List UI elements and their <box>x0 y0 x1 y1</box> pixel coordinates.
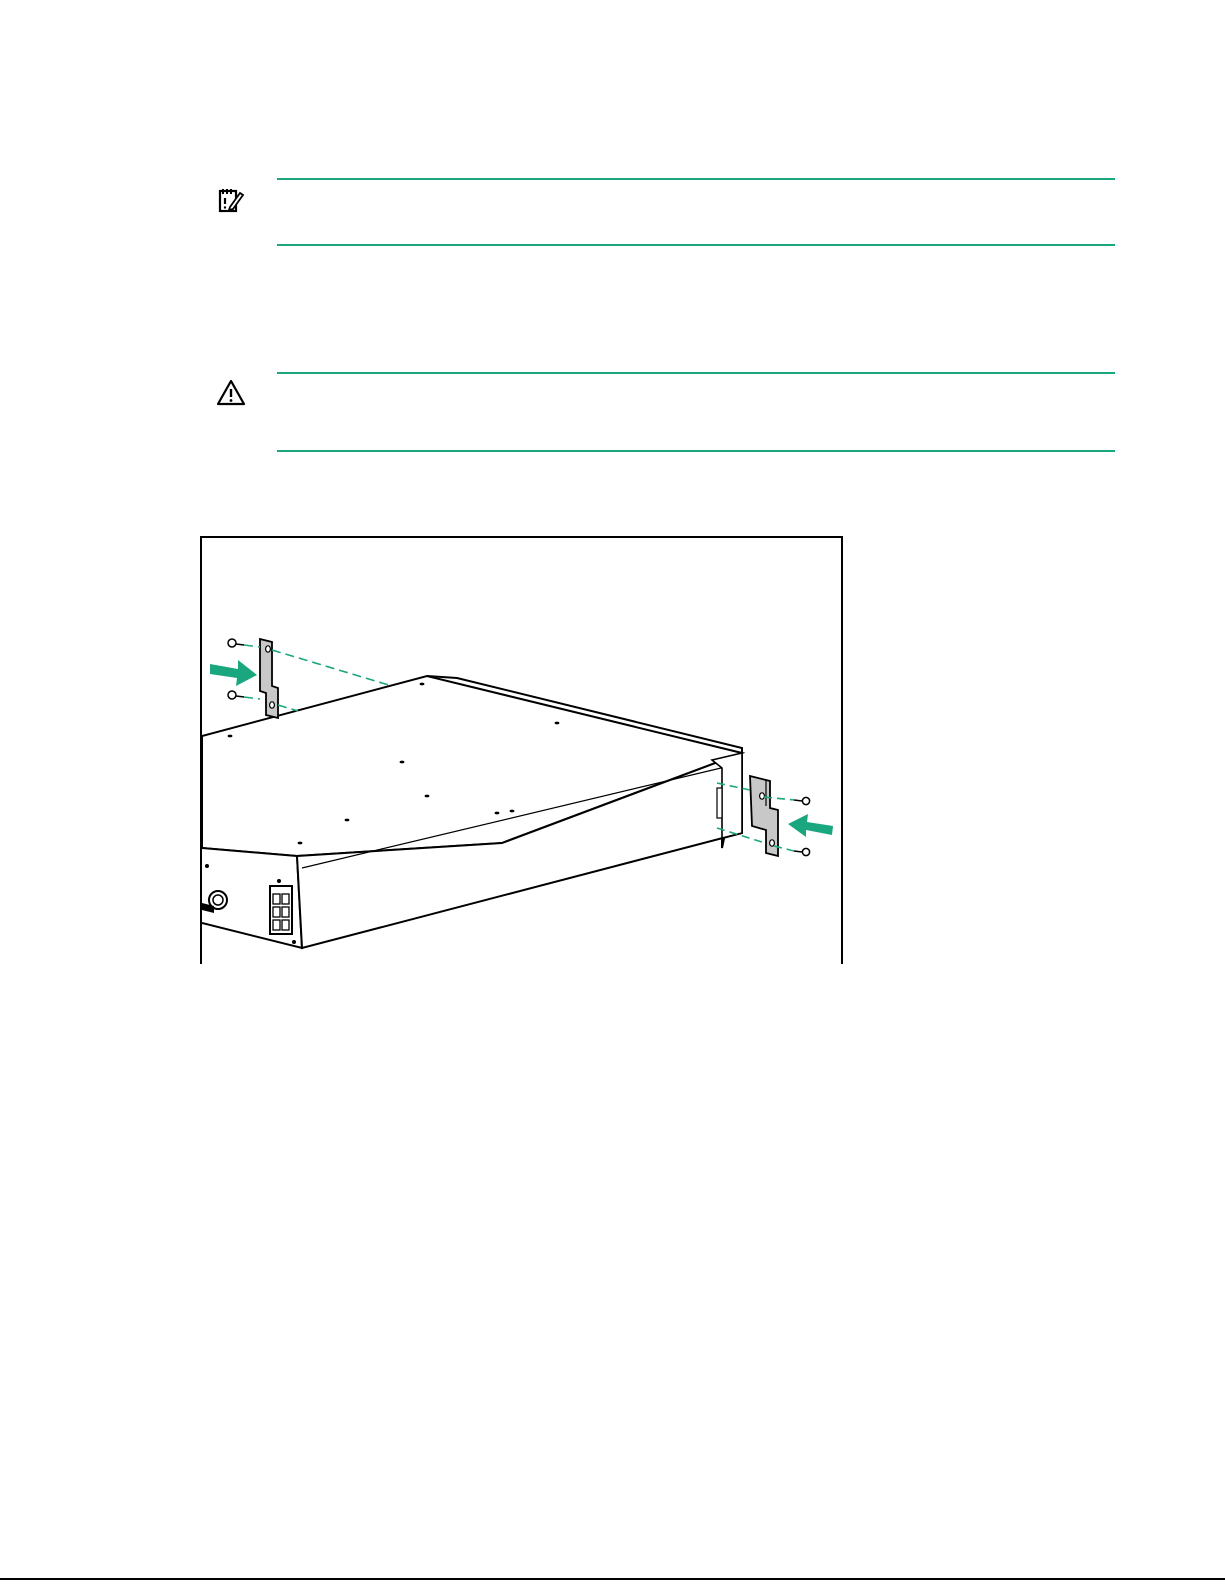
bracket-installation-illustration <box>202 538 841 964</box>
installation-figure <box>200 536 843 964</box>
important-note-top-rule <box>277 178 1115 180</box>
important-note-bottom-rule <box>277 244 1115 246</box>
caution-note <box>215 372 1115 454</box>
important-note <box>215 178 1115 248</box>
caution-note-bottom-rule <box>277 450 1115 452</box>
page-bottom-rule <box>0 1578 1225 1580</box>
caution-note-top-rule <box>277 372 1115 374</box>
important-notepad-icon <box>215 186 245 221</box>
warning-triangle-icon <box>215 378 247 413</box>
